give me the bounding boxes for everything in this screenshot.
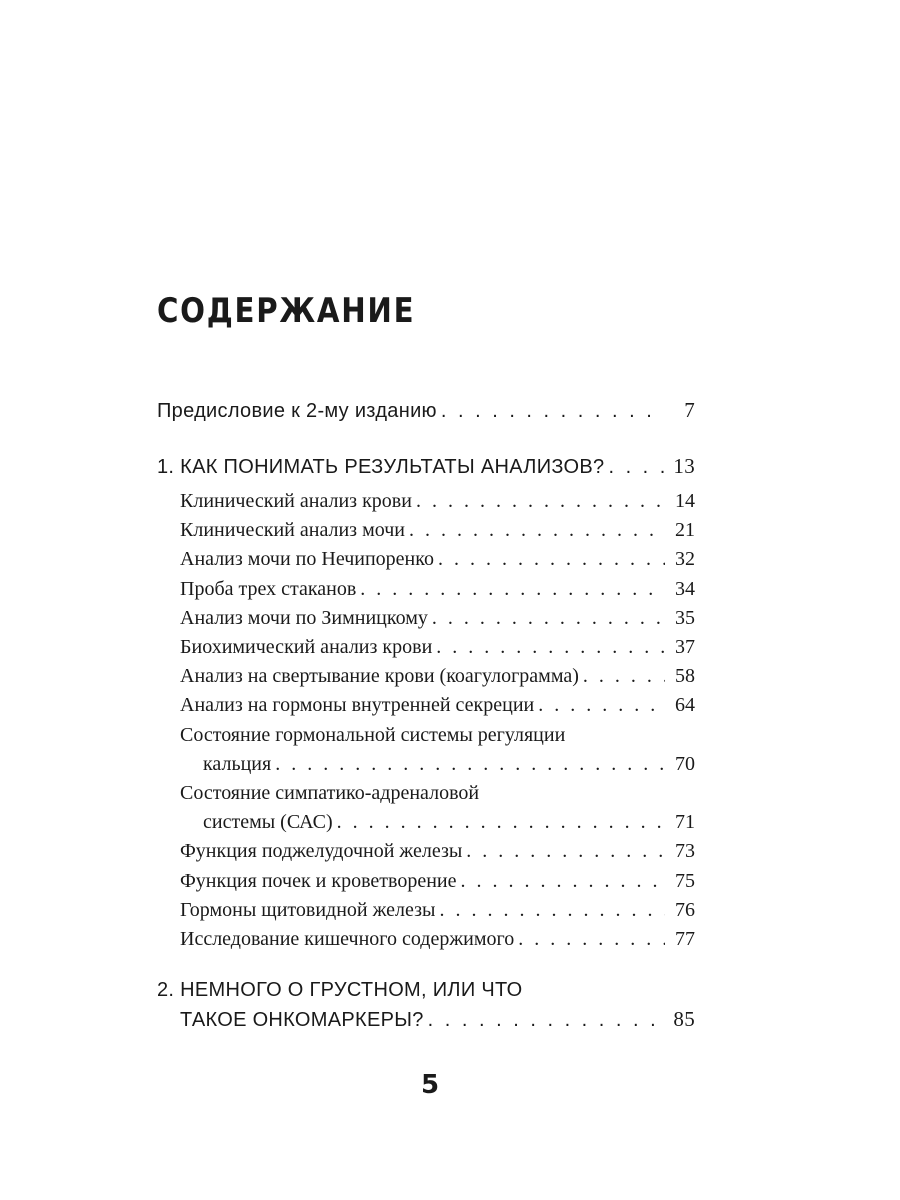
toc-page-number: 64 <box>675 694 695 717</box>
toc-page-number: 21 <box>675 519 695 542</box>
toc-page-number: 70 <box>675 752 695 775</box>
dot-leader <box>438 545 665 574</box>
table-of-contents <box>157 396 695 1035</box>
toc-entry-label-continuation: кальция <box>203 752 272 775</box>
toc-chapter-label: 1. КАК ПОНИМАТЬ РЕЗУЛЬТАТЫ АНАЛИЗОВ? <box>157 456 605 478</box>
dot-leader <box>518 925 665 954</box>
toc-entry[interactable] <box>157 662 695 691</box>
dot-leader <box>538 691 665 720</box>
page-number: 5 <box>420 1070 440 1100</box>
toc-page-number: 76 <box>675 898 695 921</box>
dot-leader <box>583 662 665 691</box>
toc-entry-label: Гормоны щитовидной железы <box>180 898 436 921</box>
toc-entry-label-continuation: системы (САС) <box>203 811 333 834</box>
dot-leader <box>275 750 665 779</box>
toc-entry[interactable] <box>157 575 695 604</box>
toc-entry-label: Анализ мочи по Зимницкому <box>180 606 428 629</box>
toc-entry[interactable] <box>157 604 695 633</box>
toc-page-number: 32 <box>675 548 695 571</box>
dot-leader <box>416 487 665 516</box>
toc-entry-label: Функция почек и кроветворение <box>180 869 457 892</box>
toc-entry-label: Исследование кишечного содержимого <box>180 928 515 951</box>
toc-entry-label: Функция поджелудочной железы <box>180 840 463 863</box>
toc-page-number: 14 <box>675 490 695 512</box>
toc-entry[interactable] <box>157 633 695 662</box>
toc-entry-label: Клинический анализ крови <box>180 490 412 512</box>
toc-page-number: 7 <box>684 398 695 422</box>
dot-leader <box>337 808 665 837</box>
dot-leader <box>436 633 665 662</box>
toc-page-number: 34 <box>675 577 695 600</box>
toc-chapter-1[interactable] <box>157 452 695 482</box>
toc-entry-label: Предисловие к 2-му изданию <box>157 400 437 422</box>
toc-entry[interactable] <box>157 896 695 925</box>
toc-entry-label: Биохимический анализ крови <box>180 636 433 659</box>
toc-entry[interactable] <box>157 516 695 545</box>
toc-entry-label: Анализ мочи по Нечипоренко <box>180 548 434 571</box>
toc-entry-label: Состояние гормональной системы регуляции <box>180 723 566 746</box>
dot-leader <box>461 867 666 896</box>
toc-page-number: 58 <box>675 665 695 688</box>
toc-entry[interactable] <box>157 545 695 574</box>
toc-entry[interactable] <box>157 691 695 720</box>
toc-entry-label: Анализ на свертывание крови (коагулограмма) <box>180 665 579 688</box>
dot-leader <box>360 575 665 604</box>
toc-page-number: 75 <box>675 869 695 892</box>
dot-leader <box>409 516 665 545</box>
dot-leader <box>466 837 665 866</box>
toc-entry-label: Состояние симпатико-адреналовой <box>180 782 480 805</box>
dot-leader <box>608 453 665 482</box>
toc-entry[interactable] <box>157 867 695 896</box>
page-title: СОДЕРЖАНИЕ <box>157 291 416 331</box>
toc-chapter-label-continuation: ТАКОЕ ОНКОМАРКЕРЫ? <box>180 1009 424 1032</box>
toc-entry-label: Проба трех стаканов <box>180 577 357 600</box>
toc-page-number: 85 <box>673 1007 695 1032</box>
toc-entry-preface[interactable] <box>157 396 695 426</box>
toc-page-number: 13 <box>673 454 695 478</box>
toc-entry-calcium[interactable] <box>157 721 695 779</box>
toc-entry-label: Анализ на гормоны внутренней секреции <box>180 694 535 717</box>
dot-leader <box>428 1006 665 1035</box>
toc-page-number: 73 <box>675 840 695 863</box>
toc-entry-label: Клинический анализ мочи <box>180 519 405 542</box>
toc-page-number: 37 <box>675 636 695 659</box>
toc-entry-sas[interactable] <box>157 779 695 837</box>
toc-page-number: 35 <box>675 606 695 629</box>
dot-leader <box>441 397 665 426</box>
toc-chapter-2[interactable] <box>157 976 695 1035</box>
toc-chapter-label: 2. НЕМНОГО О ГРУСТНОМ, ИЛИ ЧТО <box>157 979 523 1002</box>
dot-leader <box>439 896 665 925</box>
toc-entry[interactable] <box>157 487 695 516</box>
toc-page-number: 77 <box>675 928 695 951</box>
toc-entry[interactable] <box>157 925 695 954</box>
toc-entry[interactable] <box>157 837 695 866</box>
dot-leader <box>432 604 665 633</box>
toc-page-number: 71 <box>675 811 695 834</box>
